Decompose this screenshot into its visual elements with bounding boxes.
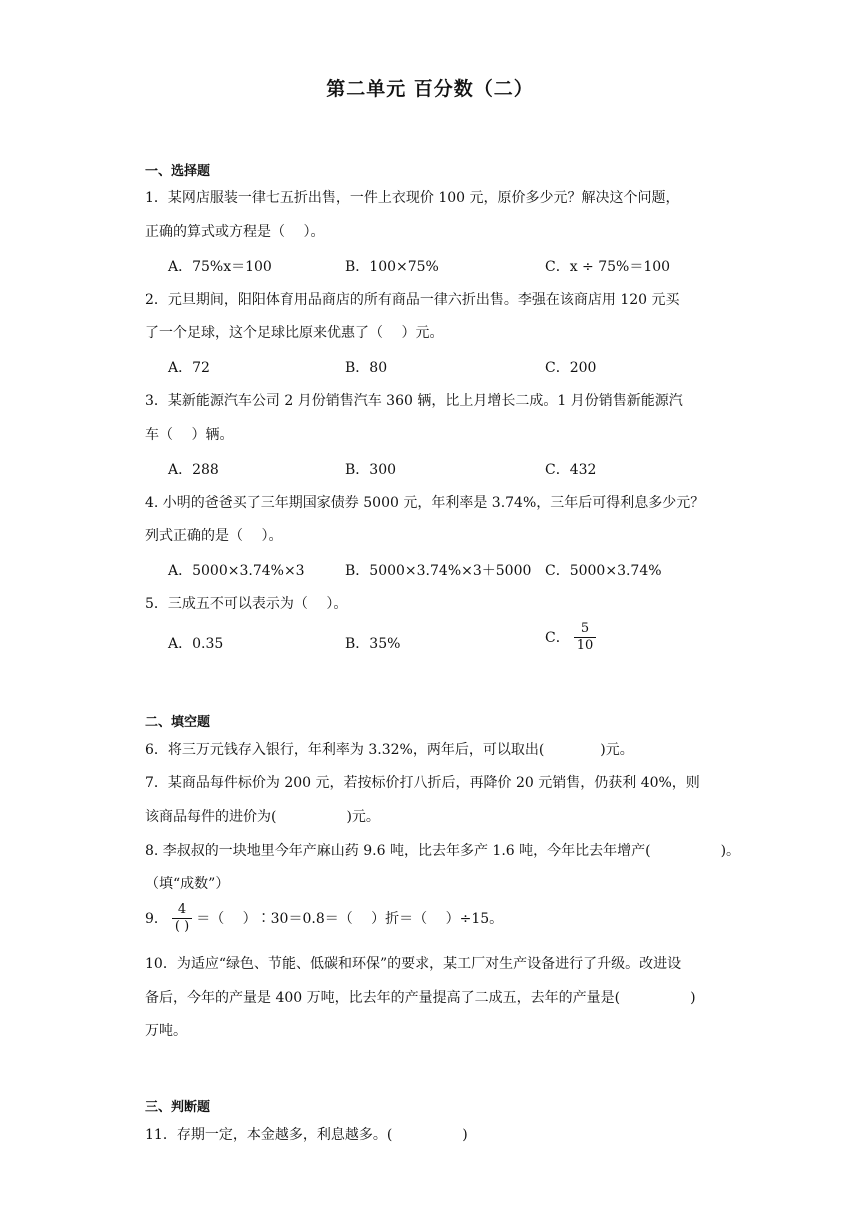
fraction (574, 621, 597, 655)
question-number: 9． (145, 910, 168, 927)
option-c-label: C． (545, 629, 570, 646)
option-b: B．5000×3.74%×3＋5000 (345, 563, 532, 579)
page-title: 第二单元 百分数（二） (326, 78, 534, 100)
option-a: A．288 (168, 462, 219, 478)
option-c: C．432 (545, 462, 597, 478)
fraction-denominator: ( ) (174, 919, 190, 935)
option-a: A．5000×3.74%×3 (168, 563, 305, 579)
option-c: C．x ÷ 75%＝100 (545, 259, 671, 275)
question-text: 4. 小明的爸爸买了三年期国家债券 5000 元，年利率是 3.74%，三年后可得利息多少元？ (145, 495, 705, 511)
question-text: 6．将三万元钱存入银行，年利率为 3.32%，两年后，可以取出( )元。 (145, 742, 634, 758)
section-heading-judge: 三、判断题 (145, 1100, 211, 1115)
option-c: C．5000×3.74% (545, 563, 662, 579)
fraction-denominator: 10 (576, 638, 594, 654)
question-text: 3．某新能源汽车公司 2 月份销售汽车 360 辆，比上月增长二成。1 月份销售新能源汽 (145, 393, 683, 409)
question-text: 1．某网店服装一律七五折出售，一件上衣现价 100 元，原价多少元？解决这个问题， (145, 190, 680, 206)
option-b: B．35% (345, 636, 401, 652)
question-text: 2．元旦期间，阳阳体育用品商店的所有商品一律六折出售。李强在该商店用 120 元买 (145, 292, 680, 308)
question-text: 了一个足球，这个足球比原来优惠了（ ）元。 (145, 325, 444, 341)
option-c: C．200 (545, 360, 597, 376)
equation-rest: ＝（ ）∶30＝0.8＝（ ）折＝（ ）÷15。 (196, 910, 504, 927)
question-text: 正确的算式或方程是（ ）。 (145, 224, 325, 240)
fraction-numerator: 5 (574, 621, 597, 638)
question-text: 备后，今年的产量是 400 万吨，比去年的产量提高了二成五，去年的产量是( ) (145, 990, 696, 1006)
option-b: B．80 (345, 360, 388, 376)
option-a: A．72 (168, 360, 210, 376)
section-heading-choice: 一、选择题 (145, 164, 211, 179)
question-text: 8. 李叔叔的一块地里今年产麻山药 9.6 吨，比去年多产 1.6 吨，今年比去年增产( )。 (145, 843, 741, 859)
question-text: 列式正确的是（ ）。 (145, 528, 283, 544)
question-text: 万吨。 (145, 1023, 187, 1039)
fraction (172, 902, 192, 936)
question-text: 10．为适应“绿色、节能、低碳和环保”的要求，某工厂对生产设备进行了升级。改进设 (145, 956, 682, 972)
option-b: B．100×75% (345, 259, 439, 275)
question-text: 7．某商品每件标价为 200 元，若按标价打八折后，再降价 20 元销售，仍获利 40%，则 (145, 775, 700, 791)
section-heading-fill: 二、填空题 (145, 715, 211, 730)
option-b: B．300 (345, 462, 397, 478)
question-text: 车（ ）辆。 (145, 427, 234, 443)
question-text: 11．存期一定，本金越多，利息越多。( ) (145, 1127, 468, 1143)
option-a: A．0.35 (168, 636, 224, 652)
question-text: 5．三成五不可以表示为（ ）。 (145, 596, 348, 612)
fraction-numerator: 4 (172, 902, 192, 919)
question-text (145, 902, 503, 936)
option-c (545, 621, 600, 655)
option-a: A．75%x＝100 (168, 259, 272, 275)
question-text: 该商品每件的进价为( )元。 (145, 809, 380, 825)
question-text: （填“成数”） (145, 876, 230, 892)
